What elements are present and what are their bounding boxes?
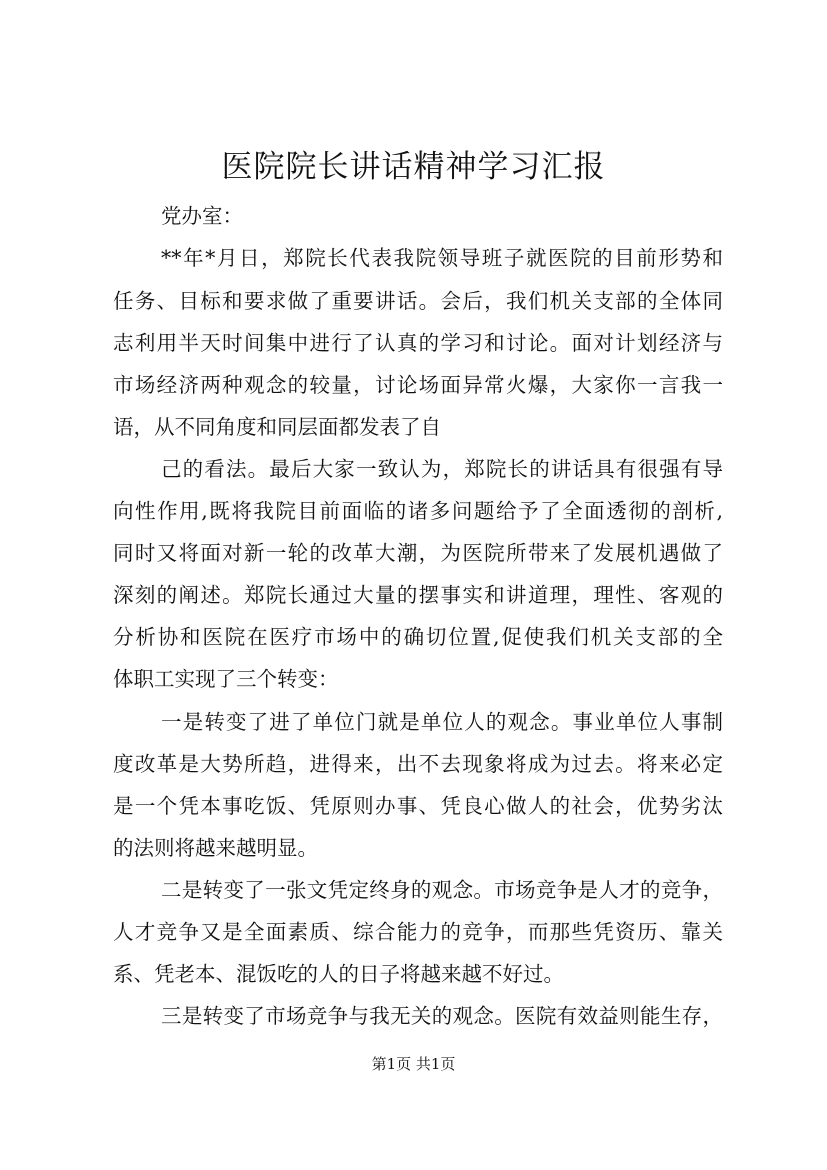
paragraph-line: 向性作用,既将我院目前面临的诸多问题给予了全面透彻的剖析,: [113, 499, 723, 523]
paragraph-line: 二是转变了一张文凭定终身的观念。市场竞争是人才的竞争，: [161, 878, 723, 902]
paragraph-line: 语，从不同角度和同层面都发表了自: [113, 415, 441, 439]
paragraph-line: 己的看法。最后大家一致认为，郑院长的讲话具有很强有导: [161, 457, 723, 481]
salutation: 党办室：: [161, 204, 243, 228]
paragraph-line: 三是转变了市场竞争与我无关的观念。医院有效益则能生存，: [161, 1004, 723, 1028]
paragraph-line: 体职工实现了三个转变：: [113, 667, 339, 691]
paragraph-line: 志利用半天时间集中进行了认真的学习和讨论。面对计划经济与: [113, 331, 723, 355]
paragraph-line: **年*月日，郑院长代表我院领导班子就医院的目前形势和: [161, 246, 723, 270]
paragraph-line: 任务、目标和要求做了重要讲话。会后，我们机关支部的全体同: [113, 289, 723, 313]
paragraph-line: 度改革是大势所趋，进得来，出不去现象将成为过去。将来必定: [113, 752, 723, 776]
paragraph-line: 系、凭老本、混饭吃的人的日子将越来越不好过。: [113, 962, 564, 986]
document-title: 医院院长讲话精神学习汇报: [221, 149, 606, 185]
page-footer: 第1页 共1页: [371, 1055, 456, 1073]
paragraph-line: 深刻的阐述。郑院长通过大量的摆事实和讲道理，理性、客观的: [113, 583, 723, 607]
paragraph-line: 一是转变了进了单位门就是单位人的观念。事业单位人事制: [161, 710, 723, 734]
paragraph-line: 分析协和医院在医疗市场中的确切位置,促使我们机关支部的全: [113, 625, 723, 649]
paragraph-line: 的法则将越来越明显。: [113, 836, 318, 860]
paragraph-line: 是一个凭本事吃饭、凭原则办事、凭良心做人的社会，优势劣汰: [113, 794, 723, 818]
paragraph-line: 同时又将面对新一轮的改革大潮，为医院所带来了发展机遇做了: [113, 541, 723, 565]
paragraph-line: 市场经济两种观念的较量，讨论场面异常火爆，大家你一言我一: [113, 373, 723, 397]
paragraph-line: 人才竞争又是全面素质、综合能力的竞争，而那些凭资历、靠关: [113, 920, 723, 944]
